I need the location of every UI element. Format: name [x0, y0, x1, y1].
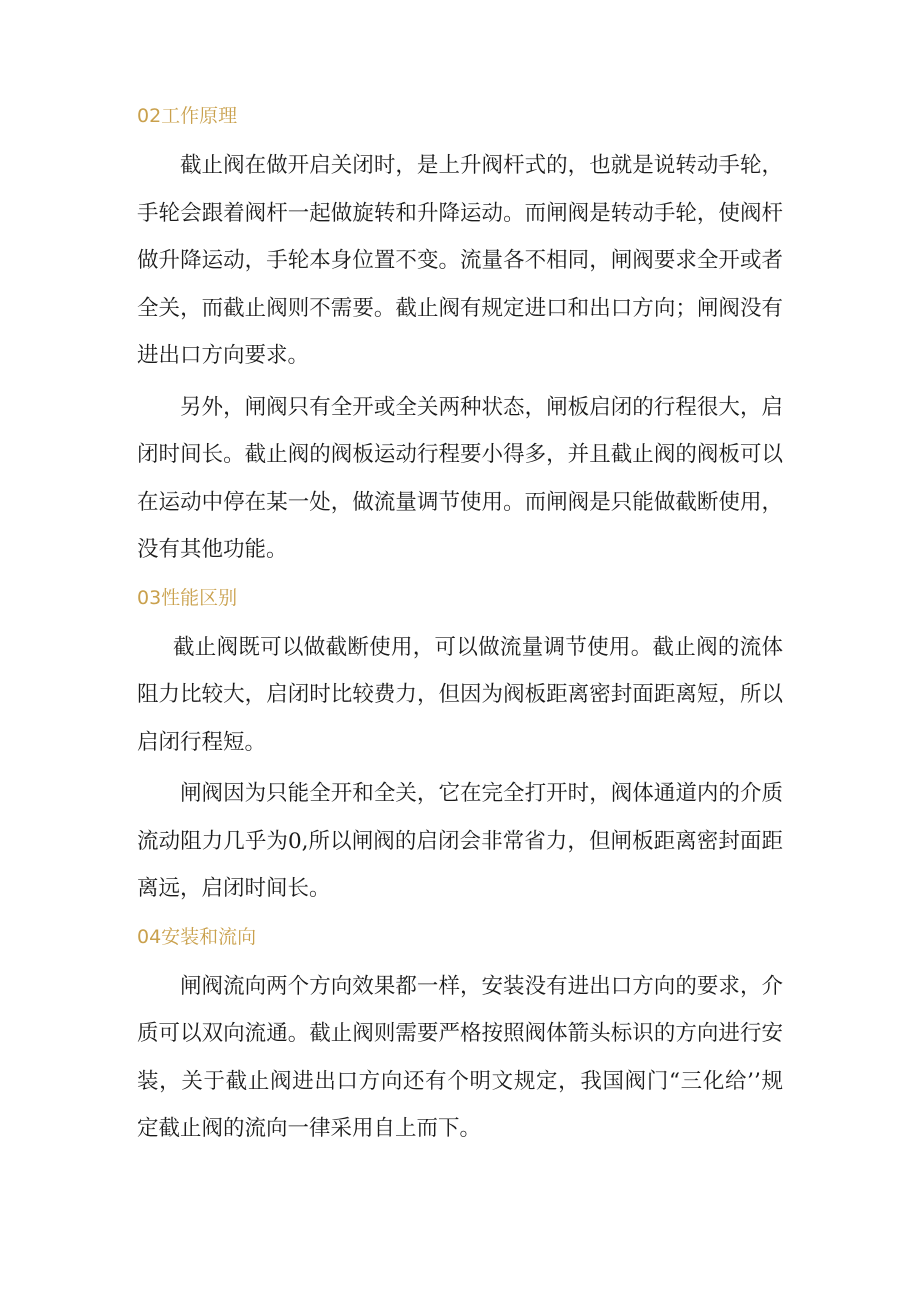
document-body: [137, 96, 783, 1157]
paragraph-performance-2: 闸阀因为只能全开和全关，它在完全打开时，阀体通道内的介质流动阻力几乎为0,所以闸阀的启闭会非常省力，但闸板距离密封面距离远，启闭时间长。: [137, 781, 783, 901]
section-heading-performance-difference: 03性能区别: [137, 586, 238, 609]
section-heading-installation-flow: 04安装和流向: [137, 925, 257, 948]
paragraph-installation-1: 闸阀流向两个方向效果都一样，安装没有进出口方向的要求，介质可以双向流通。截止阀则需要严格按照阀体箭头标识的方向进行安装，关于截止阀进出口方向还有个明文规定，我国阀门“三化给’’规定截止阀的流向一律采用自上而下。: [137, 973, 783, 1141]
paragraph-working-principle-1: 截止阀在做开启关闭时，是上升阀杆式的，也就是说转动手轮，手轮会跟着阀杆一起做旋转和升降运动。而闸阀是转动手轮，使阀杆做升降运动，手轮本身位置不变。流量各不相同，闸阀要求全开或者全关，而截止阀则不需要。截止阀有规定进口和出口方向；闸阀没有进出口方向要求。: [137, 153, 783, 368]
paragraph-performance-1: 截止阀既可以做截断使用，可以做流量调节使用。截止阀的流体阻力比较大，启闭时比较费力，但因为阀板距离密封面距离短，所以启闭行程短。: [137, 634, 783, 755]
section-heading-working-principle: 02工作原理: [137, 105, 238, 127]
paragraph-working-principle-2: 另外，闸阀只有全开或全关两种状态，闸板启闭的行程很大，启闭时间长。截止阀的阀板运动行程要小得多，并且截止阀的阀板可以在运动中停在某一处，做流量调节使用。而闸阀是只能做截断使用，没有其他功能。: [137, 394, 783, 562]
